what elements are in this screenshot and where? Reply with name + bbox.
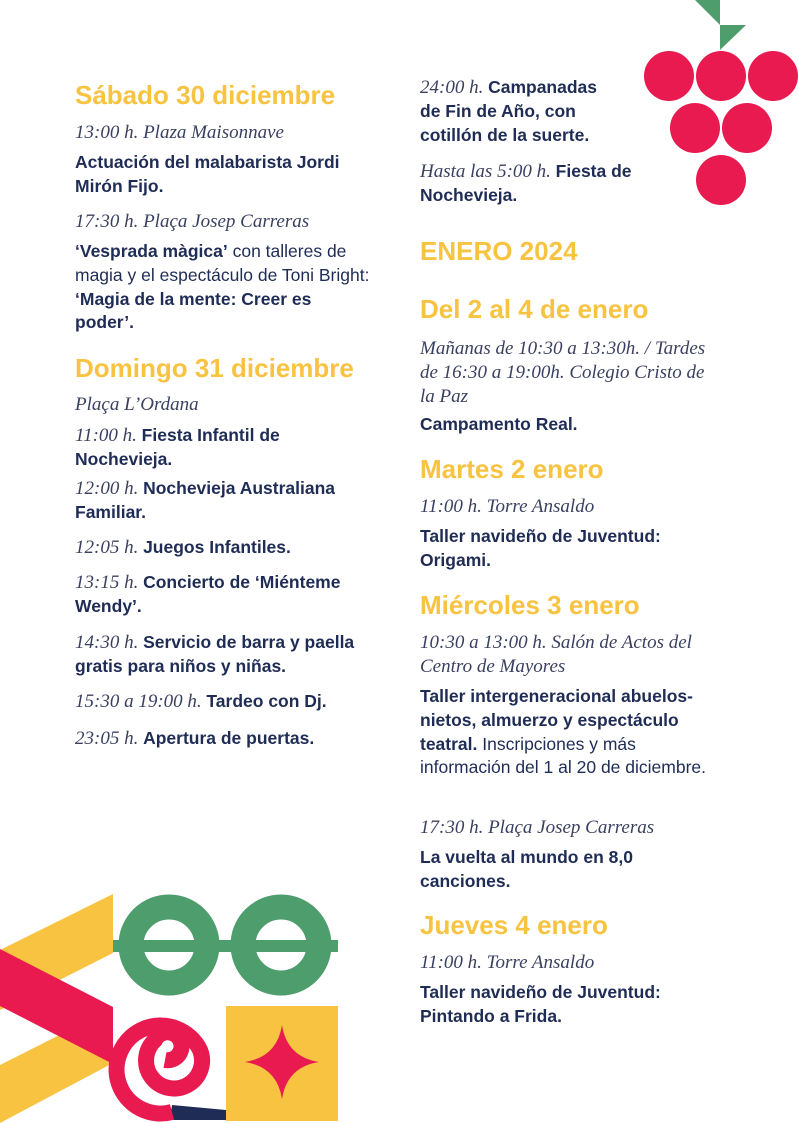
day-heading: Sábado 30 diciembre <box>75 80 336 110</box>
list-item: 15:30 a 19:00 h. Tardeo con Dj. <box>75 691 327 712</box>
party-graphics-icon <box>0 894 338 1123</box>
event-place: 17:30 h. Plaça Josep Carreras <box>75 211 310 232</box>
day-heading: Martes 2 enero <box>420 454 604 484</box>
grapes-icon <box>644 0 798 205</box>
event-title: ‘Magia de la mente: Creer es poder’. <box>75 288 312 333</box>
event-desc: La vuelta al mundo en 8,0 canciones. <box>420 847 633 891</box>
event-desc: Actuación del malabarista Jordi Mirón Fijo. <box>75 152 340 196</box>
day-heading: Del 2 al 4 de enero <box>420 294 649 324</box>
event-desc <box>75 240 375 335</box>
event-place: 11:00 h. Torre Ansaldo <box>420 952 595 973</box>
event-title: ‘Vesprada màgica’ <box>75 241 228 261</box>
event-desc: Campamento Real. <box>420 414 578 434</box>
month-heading: ENERO 2024 <box>420 236 578 266</box>
event-text: con talleres de magia y el espectáculo de Toni Bright: <box>75 241 370 285</box>
day-heading: Miércoles 3 enero <box>420 590 640 620</box>
event-desc: Taller navideño de Juventud: Origami. <box>420 526 661 570</box>
list-item: 14:30 h. Servicio de barra y paella gratis para niños y niñas. <box>75 632 355 676</box>
day-heading: Jueves 4 enero <box>420 910 608 940</box>
list-item: 24:00 h. Campanadas de Fin de Año, con cotillón de la suerte. <box>420 77 598 145</box>
event-desc: Taller navideño de Juventud: Pintando a Frida. <box>420 982 661 1026</box>
event-place: 10:30 a 13:00 h. Salón de Actos del Centro de Mayores <box>420 632 692 677</box>
day-heading: Domingo 31 diciembre <box>75 353 354 383</box>
event-place: Mañanas de 10:30 a 13:30h. / Tardes de 16:30 a 19:00h. Colegio Cristo de la Paz <box>420 338 706 407</box>
event-desc: Taller intergeneracional abuelos-nietos, almuerzo y espectáculo teatral. Inscripciones y más información del 1 al 20 de diciembre. <box>420 686 706 778</box>
list-item: Hasta las 5:00 h. Fiesta de Nochevieja. <box>420 161 632 205</box>
event-place: 17:30 h. Plaça Josep Carreras <box>420 817 655 838</box>
event-place: 13:00 h. Plaza Maisonnave <box>75 122 284 143</box>
event-place: Plaça L’Ordana <box>75 394 199 415</box>
list-item: 23:05 h. Apertura de puertas. <box>75 728 315 749</box>
list-item: 13:15 h. Concierto de ‘Miénteme Wendy’. <box>75 572 341 616</box>
list-item: 11:00 h. Fiesta Infantil de Nochevieja. <box>75 425 280 469</box>
list-item: 12:05 h. Juegos Infantiles. <box>75 537 291 558</box>
event-place: 11:00 h. Torre Ansaldo <box>420 496 595 517</box>
list-item: 12:00 h. Nochevieja Australiana Familiar. <box>75 478 336 522</box>
